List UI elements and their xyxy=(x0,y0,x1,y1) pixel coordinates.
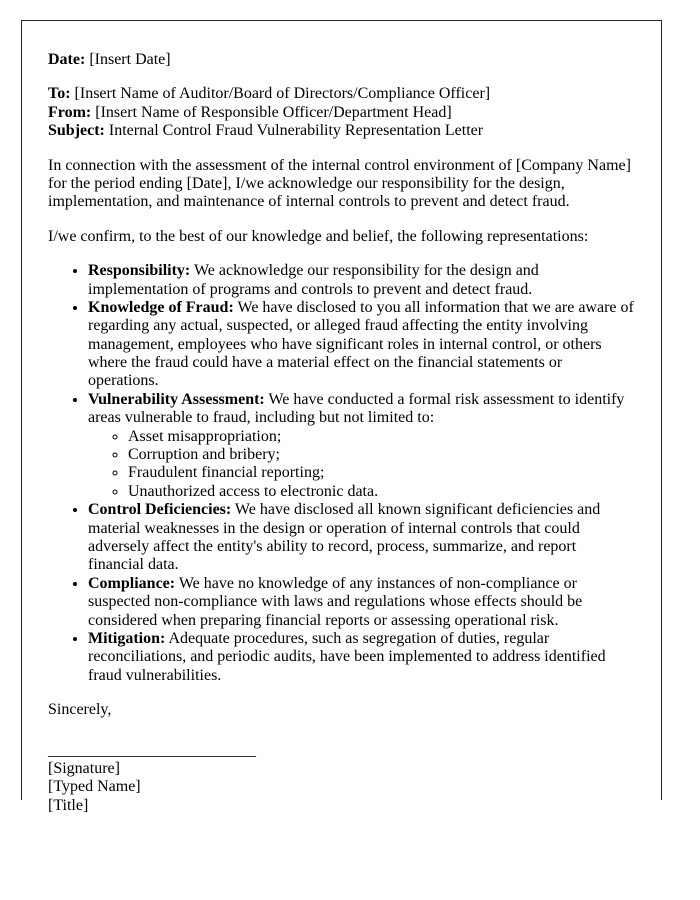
representation-item-responsibility xyxy=(88,262,635,299)
to-value: [Insert Name of Auditor/Board of Directors/Compliance Officer] xyxy=(70,85,491,103)
date-label: Date: xyxy=(48,51,86,68)
item-text: We have disclosed all known significant deficiencies and material weaknesses in the design or operation of internal controls that could adversely affect the entity's ability to record, process, summarize, and report financial data. xyxy=(88,501,601,574)
title-placeholder: [Title] xyxy=(48,796,89,814)
letter-page xyxy=(21,20,662,814)
closing-salutation: Sincerely, xyxy=(48,701,112,719)
date-line xyxy=(48,51,635,69)
sub-item-fraudulent-reporting: ◦ Fraudulent financial reporting; xyxy=(128,464,635,482)
item-label: Compliance: xyxy=(88,574,176,592)
representation-item-compliance xyxy=(88,575,635,630)
representation-item-mitigation xyxy=(88,630,635,685)
to-label: To: xyxy=(48,85,71,103)
sub-item-asset-misappropriation: ◦ Asset misappropriation; xyxy=(128,428,635,446)
item-label: Mitigation: xyxy=(88,629,166,647)
recipient-block xyxy=(48,85,635,140)
item-label: Control Deficiencies: xyxy=(88,501,232,519)
sub-item-corruption-bribery: ◦ Corruption and bribery; xyxy=(128,446,635,464)
signature-line: __________________________ xyxy=(48,741,256,759)
item-label: Responsibility: xyxy=(88,262,191,280)
representation-item-vulnerability-assessment xyxy=(88,391,635,501)
representation-item-knowledge-of-fraud xyxy=(88,299,635,391)
item-text: Adequate procedures, such as segregation of duties, regular reconciliations, and periodic audits, have been implemented to address identified fraud vulnerabilities. xyxy=(88,629,606,684)
subject-value: Internal Control Fraud Vulnerability Representation Letter xyxy=(104,122,484,140)
item-label: Vulnerability Assessment: xyxy=(88,390,265,408)
from-label: From: xyxy=(48,103,92,121)
item-text: We have disclosed to you all information that we are aware of regarding any actual, suspected, or alleged fraud affecting the entity involving management, employees who have significant roles in internal control, or others where the fraud could have a material effect on the financial statements or operations. xyxy=(88,298,634,390)
date-value: [Insert Date] xyxy=(85,51,171,68)
vulnerability-sub-list xyxy=(88,428,635,502)
representation-item-control-deficiencies xyxy=(88,501,635,575)
subject-label: Subject: xyxy=(48,122,105,140)
signature-block xyxy=(48,742,635,816)
item-label: Knowledge of Fraud: xyxy=(88,298,234,316)
confirmation-paragraph: I/we confirm, to the best of our knowledge and belief, the following representations: xyxy=(48,227,589,245)
typed-name-placeholder: [Typed Name] xyxy=(48,778,141,796)
item-text: We have conducted a formal risk assessment to identify areas vulnerable to fraud, including but not limited to: xyxy=(88,390,625,427)
from-value: [Insert Name of Responsible Officer/Department Head] xyxy=(91,103,452,121)
item-text: We acknowledge our responsibility for the design and implementation of programs and controls to prevent and detect fraud. xyxy=(88,262,539,298)
representations-list xyxy=(48,262,635,685)
item-text: We have no knowledge of any instances of non-compliance or suspected non-compliance with laws and regulations whose effects should be considered when preparing financial reports or assessing operational risk. xyxy=(88,574,583,629)
sub-item-unauthorized-access: ◦ Unauthorized access to electronic data. xyxy=(128,483,635,501)
signature-placeholder: [Signature] xyxy=(48,759,120,777)
intro-paragraph: In connection with the assessment of the internal control environment of [Company Name] for the period ending [Date], I/we acknowledge our responsibility for the design, implementation, and maintenance of internal controls to prevent and detect fraud. xyxy=(48,156,631,211)
